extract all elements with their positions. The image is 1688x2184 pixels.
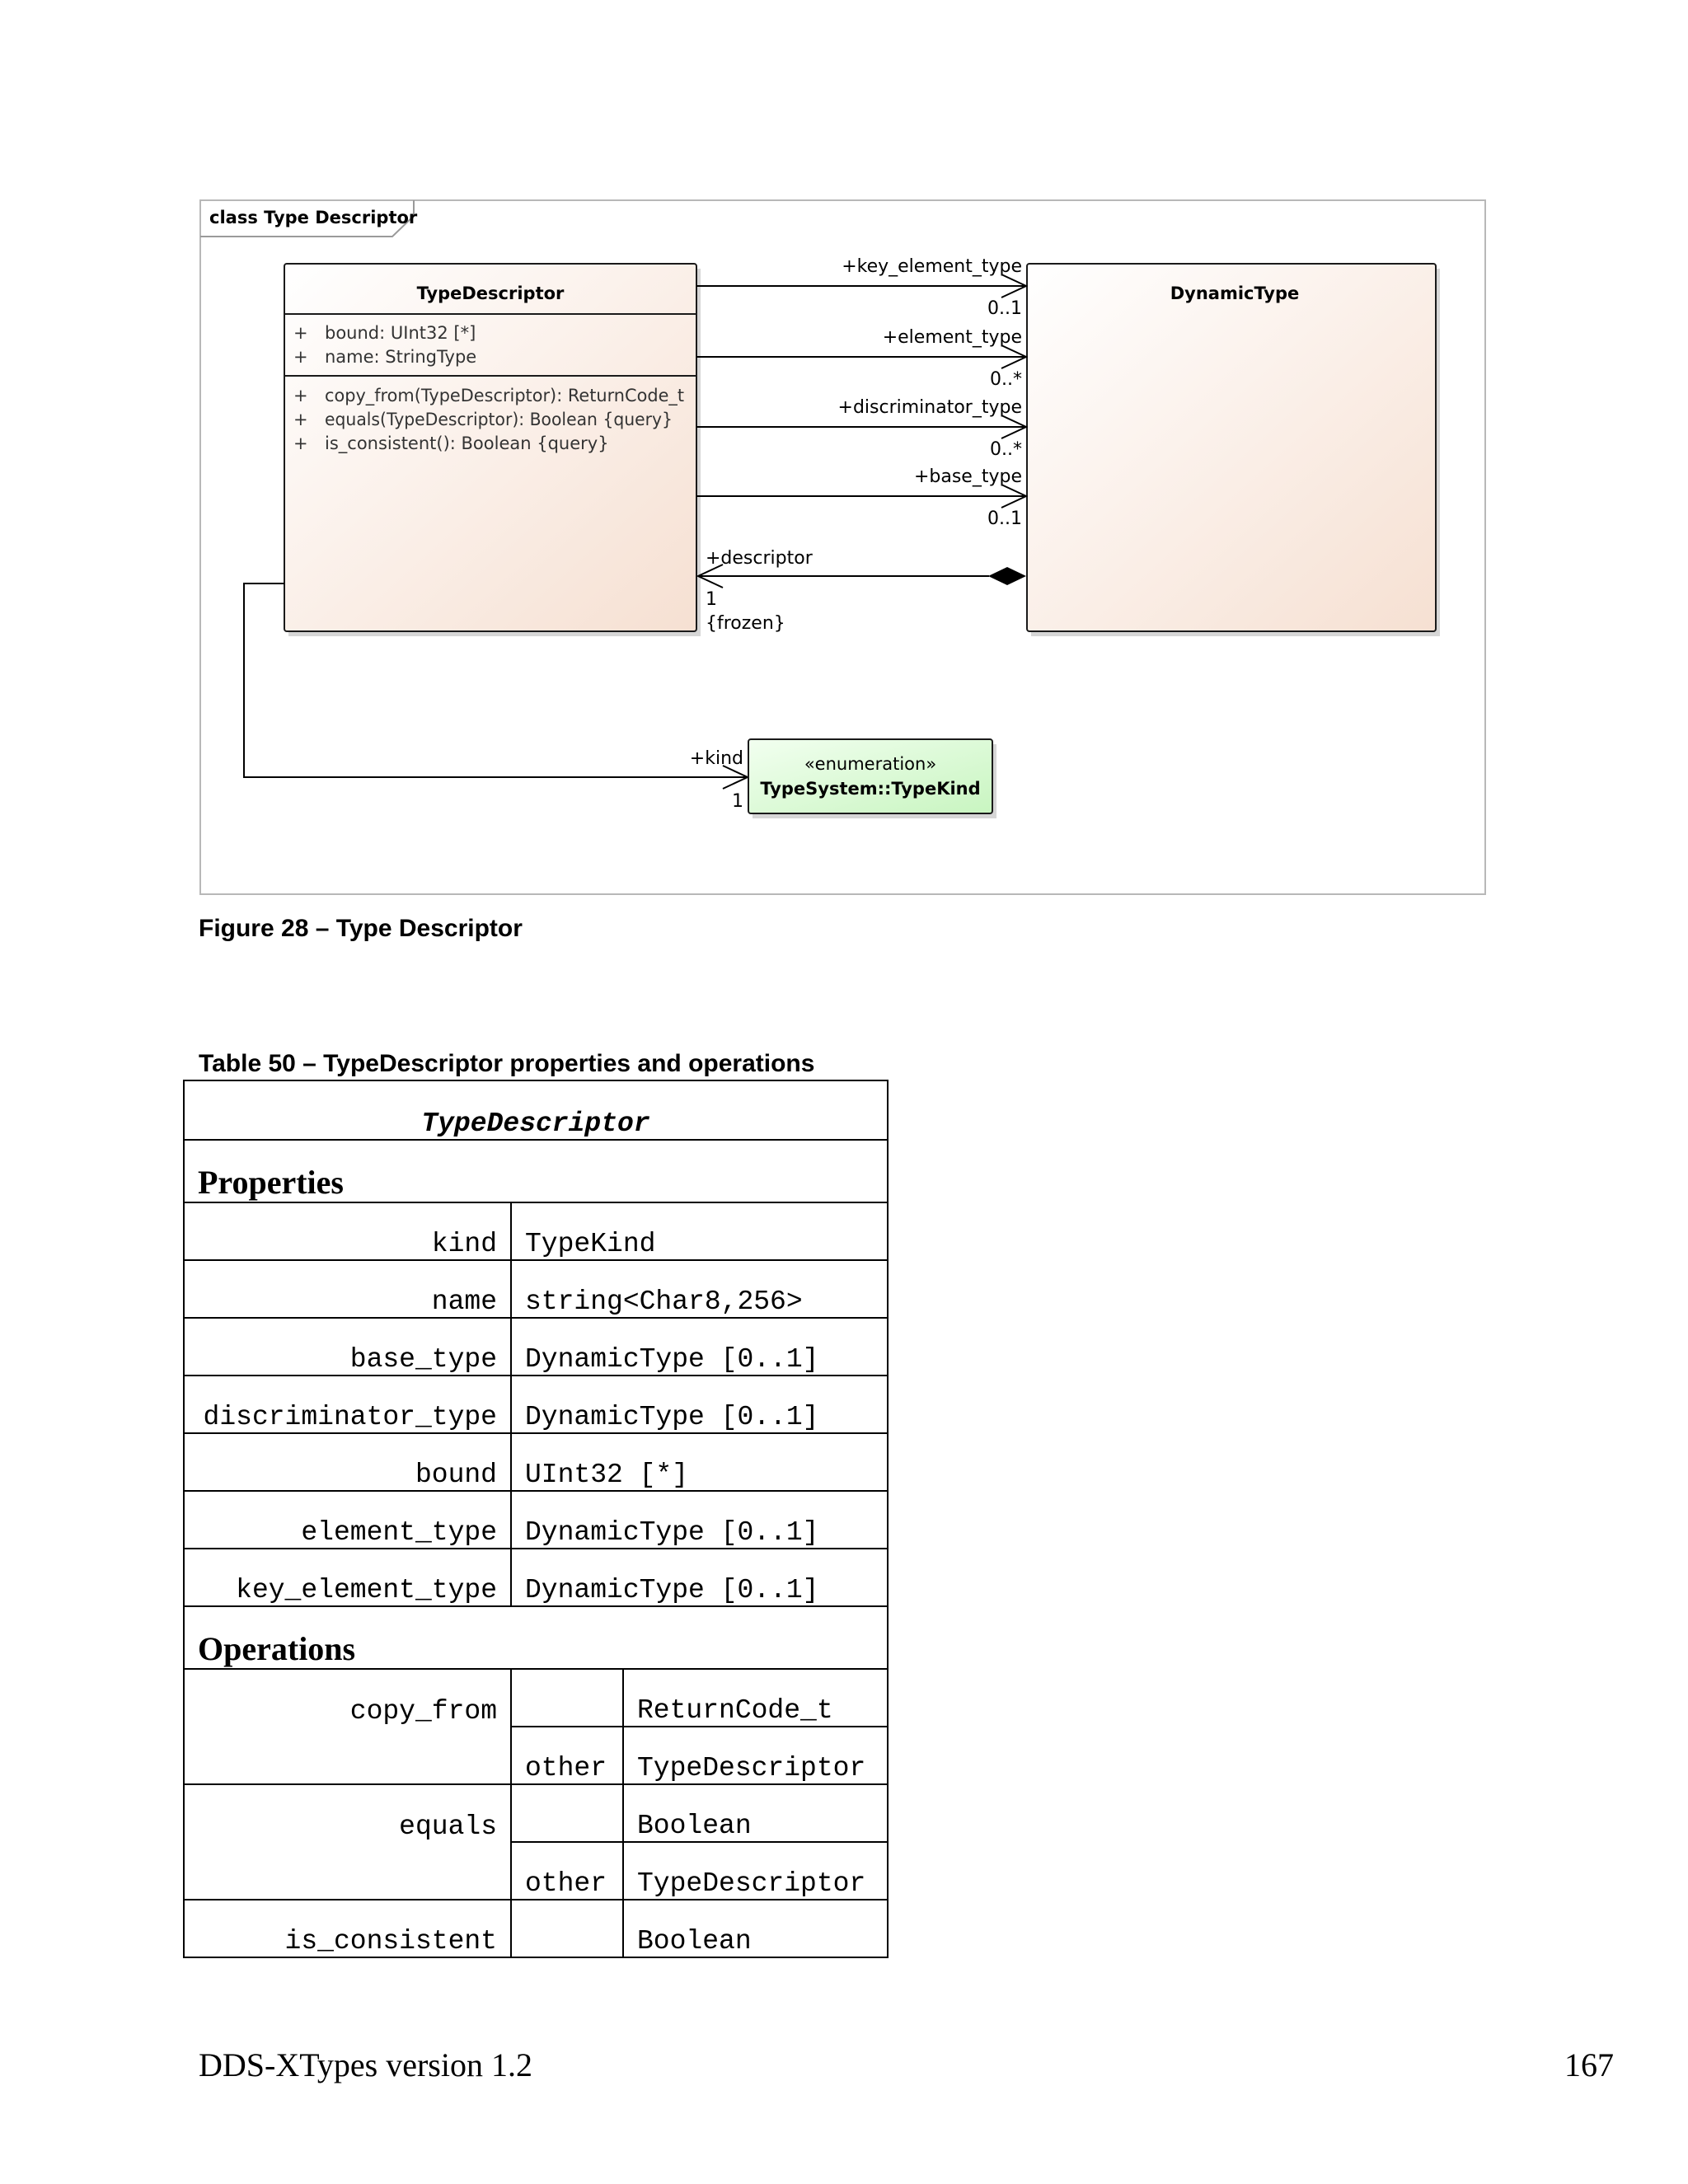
operation-return-label (511, 1784, 623, 1842)
role-label: +key_element_type (842, 256, 1022, 277)
constraint-label: {frozen} (706, 613, 785, 634)
property-type: DynamicType [0..1] (511, 1376, 888, 1433)
section-row (184, 1606, 888, 1669)
multiplicity-label: 1 (706, 589, 717, 610)
multiplicity-label: 0..1 (987, 509, 1022, 529)
role-label: +discriminator_type (837, 397, 1022, 418)
operation-visibility: + (293, 410, 308, 429)
property-type: DynamicType [0..1] (511, 1318, 888, 1376)
parameter-type: TypeDescriptor (623, 1842, 888, 1900)
page-number: 167 (1564, 2046, 1614, 2083)
diagram-frame-title: class Type Descriptor (209, 208, 418, 227)
section-row (184, 1140, 888, 1202)
table-row (184, 1669, 888, 1727)
operation-equals: equals(TypeDescriptor): Boolean {query} (325, 410, 673, 429)
operation-name: is_consistent (184, 1900, 511, 1957)
operation-return-type: Boolean (623, 1900, 888, 1957)
table-row (184, 1433, 888, 1491)
dynamic-type-class-name: DynamicType (1170, 284, 1300, 303)
table-row (184, 1784, 888, 1842)
properties-heading: Properties (184, 1140, 888, 1202)
operation-name-continued (184, 1842, 511, 1900)
operation-return-label (511, 1900, 623, 1957)
attribute-bound: bound: UInt32 [*] (325, 323, 476, 343)
operation-copy-from: copy_from(TypeDescriptor): ReturnCode_t (325, 386, 687, 405)
figure-caption: Figure 28 – Type Descriptor (199, 915, 523, 942)
composition-diamond (988, 567, 1026, 585)
role-label: +element_type (882, 327, 1022, 348)
attribute-name: name: StringType (325, 347, 477, 367)
table-row (184, 1900, 888, 1957)
operation-return-type: Boolean (623, 1784, 888, 1842)
association-base-type (696, 466, 1026, 529)
property-name: kind (184, 1202, 511, 1260)
attribute-visibility: + (293, 347, 308, 367)
property-type: TypeKind (511, 1202, 888, 1260)
association-key-element-type (696, 256, 1026, 319)
role-label: +base_type (913, 466, 1022, 487)
parameter-name: other (511, 1842, 623, 1900)
type-descriptor-class-name: TypeDescriptor (416, 284, 565, 303)
composition-descriptor (698, 548, 1026, 634)
table-header: TypeDescriptor (184, 1080, 888, 1140)
enumeration-stereotype: «enumeration» (804, 754, 937, 774)
multiplicity-label: 0..* (990, 369, 1022, 390)
multiplicity-label: 1 (732, 791, 743, 812)
table-row (184, 1202, 888, 1260)
table-row (184, 1549, 888, 1606)
property-name: discriminator_type (184, 1376, 511, 1433)
operation-name: equals (184, 1784, 511, 1842)
footer-title: DDS-XTypes version 1.2 (199, 2046, 532, 2083)
property-name: base_type (184, 1318, 511, 1376)
property-type: string<Char8,256> (511, 1260, 888, 1318)
operation-name-continued (184, 1727, 511, 1784)
table-row (184, 1842, 888, 1900)
operation-visibility: + (293, 386, 308, 405)
property-type: DynamicType [0..1] (511, 1549, 888, 1606)
association-discriminator-type (696, 397, 1026, 460)
enumeration-name: TypeSystem::TypeKind (760, 779, 981, 799)
operation-name: copy_from (184, 1669, 511, 1727)
multiplicity-label: 0..* (990, 439, 1022, 460)
table-row (184, 1491, 888, 1549)
property-type: UInt32 [*] (511, 1433, 888, 1491)
type-descriptor-class (284, 264, 701, 636)
role-label: +kind (689, 748, 743, 769)
table-header-row (184, 1080, 888, 1140)
property-name: name (184, 1260, 511, 1318)
multiplicity-label: 0..1 (987, 298, 1022, 319)
operation-is-consistent: is_consistent(): Boolean {query} (325, 434, 609, 453)
parameter-name: other (511, 1727, 623, 1784)
attribute-visibility: + (293, 323, 308, 343)
role-label: +descriptor (706, 548, 813, 569)
dynamic-type-class (1027, 264, 1440, 636)
table-row (184, 1727, 888, 1784)
type-descriptor-table (183, 1080, 889, 1958)
table-row (184, 1318, 888, 1376)
operation-visibility: + (293, 434, 308, 453)
type-kind-enumeration (748, 739, 996, 818)
table-row (184, 1376, 888, 1433)
operation-return-type: ReturnCode_t (623, 1669, 888, 1727)
property-name: key_element_type (184, 1549, 511, 1606)
property-name: bound (184, 1433, 511, 1491)
association-element-type (696, 327, 1026, 390)
property-name: element_type (184, 1491, 511, 1549)
parameter-type: TypeDescriptor (623, 1727, 888, 1784)
uml-class-diagram (0, 0, 1688, 915)
property-type: DynamicType [0..1] (511, 1491, 888, 1549)
table-row (184, 1260, 888, 1318)
operations-heading: Operations (184, 1606, 888, 1669)
table-caption: Table 50 – TypeDescriptor properties and operations (199, 1050, 815, 1077)
operation-return-label (511, 1669, 623, 1727)
